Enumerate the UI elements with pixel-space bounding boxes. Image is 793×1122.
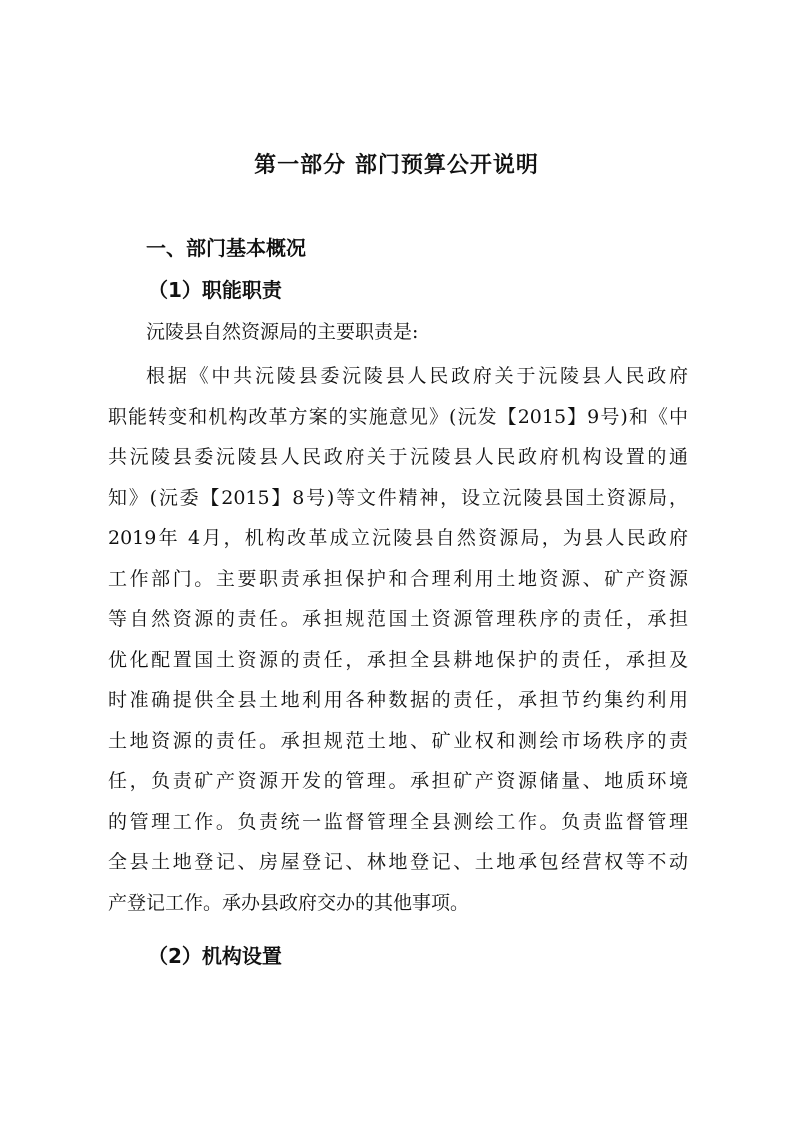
paragraph-line: 优化配置国土资源的责任，承担全县耕地保护的责任，承担及 bbox=[108, 648, 688, 671]
subsection-heading-organization: （2）机构设置 bbox=[148, 944, 282, 968]
paragraph-line: 根据《中共沅陵县委沅陵县人民政府关于沅陵县人民政府 bbox=[146, 365, 688, 387]
subsection-heading-duties: （1）职能职责 bbox=[148, 278, 282, 302]
paragraph-line: 知》(沅委【2015】8号)等文件精神，设立沅陵县国土资源局， bbox=[108, 486, 688, 509]
paragraph-line: 等自然资源的责任。承担规范国土资源管理秩序的责任，承担 bbox=[108, 608, 688, 630]
paragraph-line: 土地资源的责任。承担规范土地、矿业权和测绘市场秩序的责 bbox=[108, 729, 688, 752]
paragraph-line: 任，负责矿产资源开发的管理。承担矿产资源储量、地质环境 bbox=[108, 770, 688, 792]
paragraph-line: 2019年 4月，机构改革成立沅陵县自然资源局，为县人民政府 bbox=[108, 527, 688, 549]
paragraph-line: 职能转变和机构改革方案的实施意见》(沅发【2015】9号)和《中 bbox=[108, 405, 688, 428]
paragraph-line: 产登记工作。承办县政府交办的其他事项。 bbox=[108, 891, 470, 914]
intro-sentence: 沅陵县自然资源局的主要职责是: bbox=[146, 321, 419, 343]
paragraph-line: 的管理工作。负责统一监督管理全县测绘工作。负责监督管理 bbox=[108, 810, 688, 833]
page-title: 第一部分 部门预算公开说明 bbox=[254, 153, 539, 178]
paragraph-line: 工作部门。主要职责承担保护和合理利用土地资源、矿产资源 bbox=[108, 567, 688, 590]
paragraph-line: 时准确提供全县土地利用各种数据的责任，承担节约集约利用 bbox=[108, 689, 688, 711]
paragraph-line: 共沅陵县委沅陵县人民政府关于沅陵县人民政府机构设置的通 bbox=[108, 446, 688, 468]
paragraph-line: 全县土地登记、房屋登记、林地登记、土地承包经营权等不动 bbox=[108, 851, 688, 873]
duties-paragraph bbox=[108, 356, 688, 923]
section-heading: 一、部门基本概况 bbox=[146, 236, 306, 260]
